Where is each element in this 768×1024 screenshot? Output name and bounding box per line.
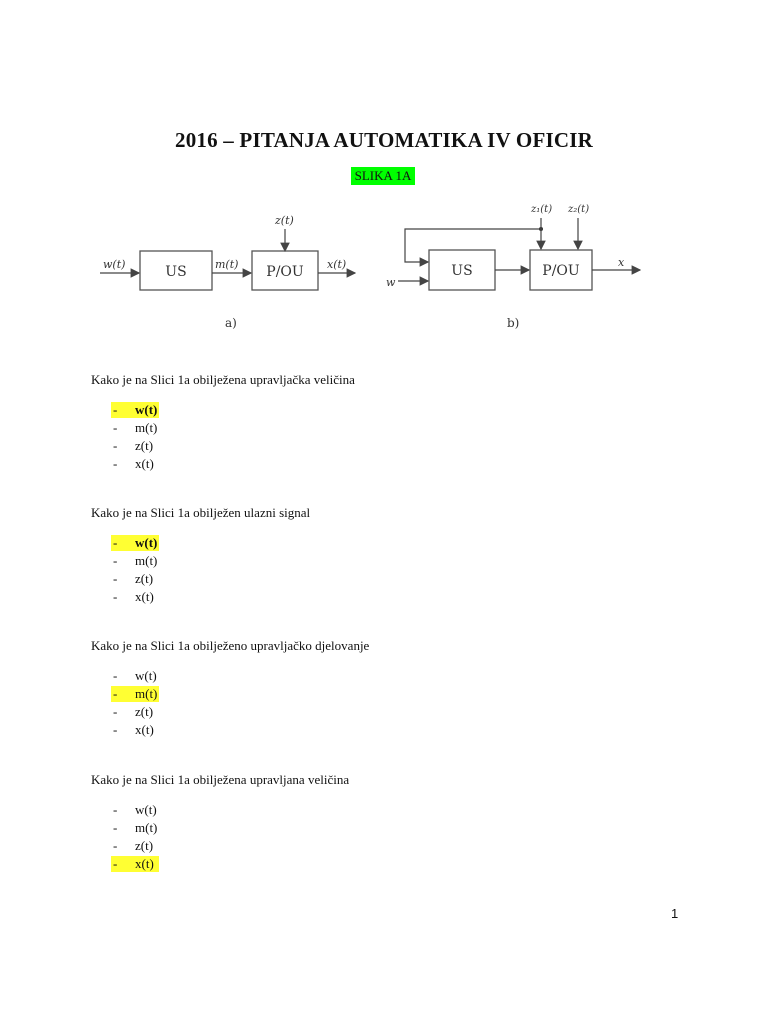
dash: - <box>113 589 118 604</box>
option-value: x(t) <box>135 856 154 871</box>
option-value: z(t) <box>135 438 154 453</box>
dash: - <box>113 535 118 550</box>
label-z2: z₂(t) <box>568 204 590 215</box>
dash: - <box>113 402 118 417</box>
option-value: z(t) <box>135 838 154 853</box>
feedforward-line <box>405 229 541 262</box>
option-value: z(t) <box>135 704 154 719</box>
option-value: m(t) <box>135 820 158 835</box>
option-value: x(t) <box>135 722 154 737</box>
question-1: Kako je na Slici 1a obilježena upravljačka veličina <box>91 372 355 387</box>
page-number: 1 <box>671 906 679 921</box>
question-2: Kako je na Slici 1a obilježen ulazni signal <box>91 505 311 520</box>
label-w-t: w(t) <box>103 258 126 271</box>
label-z1: z₁(t) <box>531 204 553 215</box>
caption-b: b) <box>507 316 520 330</box>
option-value: m(t) <box>135 686 158 701</box>
option-value: m(t) <box>135 420 158 435</box>
block-diagram <box>95 196 655 346</box>
option-value: w(t) <box>135 668 157 683</box>
option-value: x(t) <box>135 456 154 471</box>
us-label-a: US <box>165 264 187 280</box>
option-value: w(t) <box>135 535 158 550</box>
label-w: w <box>386 276 396 289</box>
dash: - <box>113 420 118 435</box>
us-label-b: US <box>451 263 473 279</box>
question-4: Kako je na Slici 1a obilježena upravljana veličina <box>91 772 350 787</box>
pou-label-a: P/OU <box>266 264 304 280</box>
option-value: w(t) <box>135 402 158 417</box>
dash: - <box>113 704 118 719</box>
dash: - <box>113 571 118 586</box>
dash: - <box>113 820 118 835</box>
label-z-t: z(t) <box>275 214 294 227</box>
pou-label-b: P/OU <box>542 263 580 279</box>
label-m-t: m(t) <box>215 258 239 271</box>
dash: - <box>113 722 118 737</box>
caption-a: a) <box>225 316 237 330</box>
diagram-a <box>100 214 355 330</box>
dash: - <box>113 802 118 817</box>
label-x-t: x(t) <box>327 258 347 271</box>
document-title: 2016 – PITANJA AUTOMATIKA IV OFICIR <box>175 128 593 152</box>
label-x: x <box>618 256 625 269</box>
dash: - <box>113 456 118 471</box>
dash: - <box>113 438 118 453</box>
option-value: w(t) <box>135 802 157 817</box>
figure-label: SLIKA 1A <box>351 167 415 185</box>
dash: - <box>113 838 118 853</box>
option-value: x(t) <box>135 589 154 604</box>
diagram-b <box>386 204 640 330</box>
dash: - <box>113 553 118 568</box>
option-value: z(t) <box>135 571 154 586</box>
question-3: Kako je na Slici 1a obilježeno upravljačko djelovanje <box>91 638 370 653</box>
dash: - <box>113 668 118 683</box>
dash: - <box>113 856 118 871</box>
dash: - <box>113 686 118 701</box>
option-value: m(t) <box>135 553 158 568</box>
